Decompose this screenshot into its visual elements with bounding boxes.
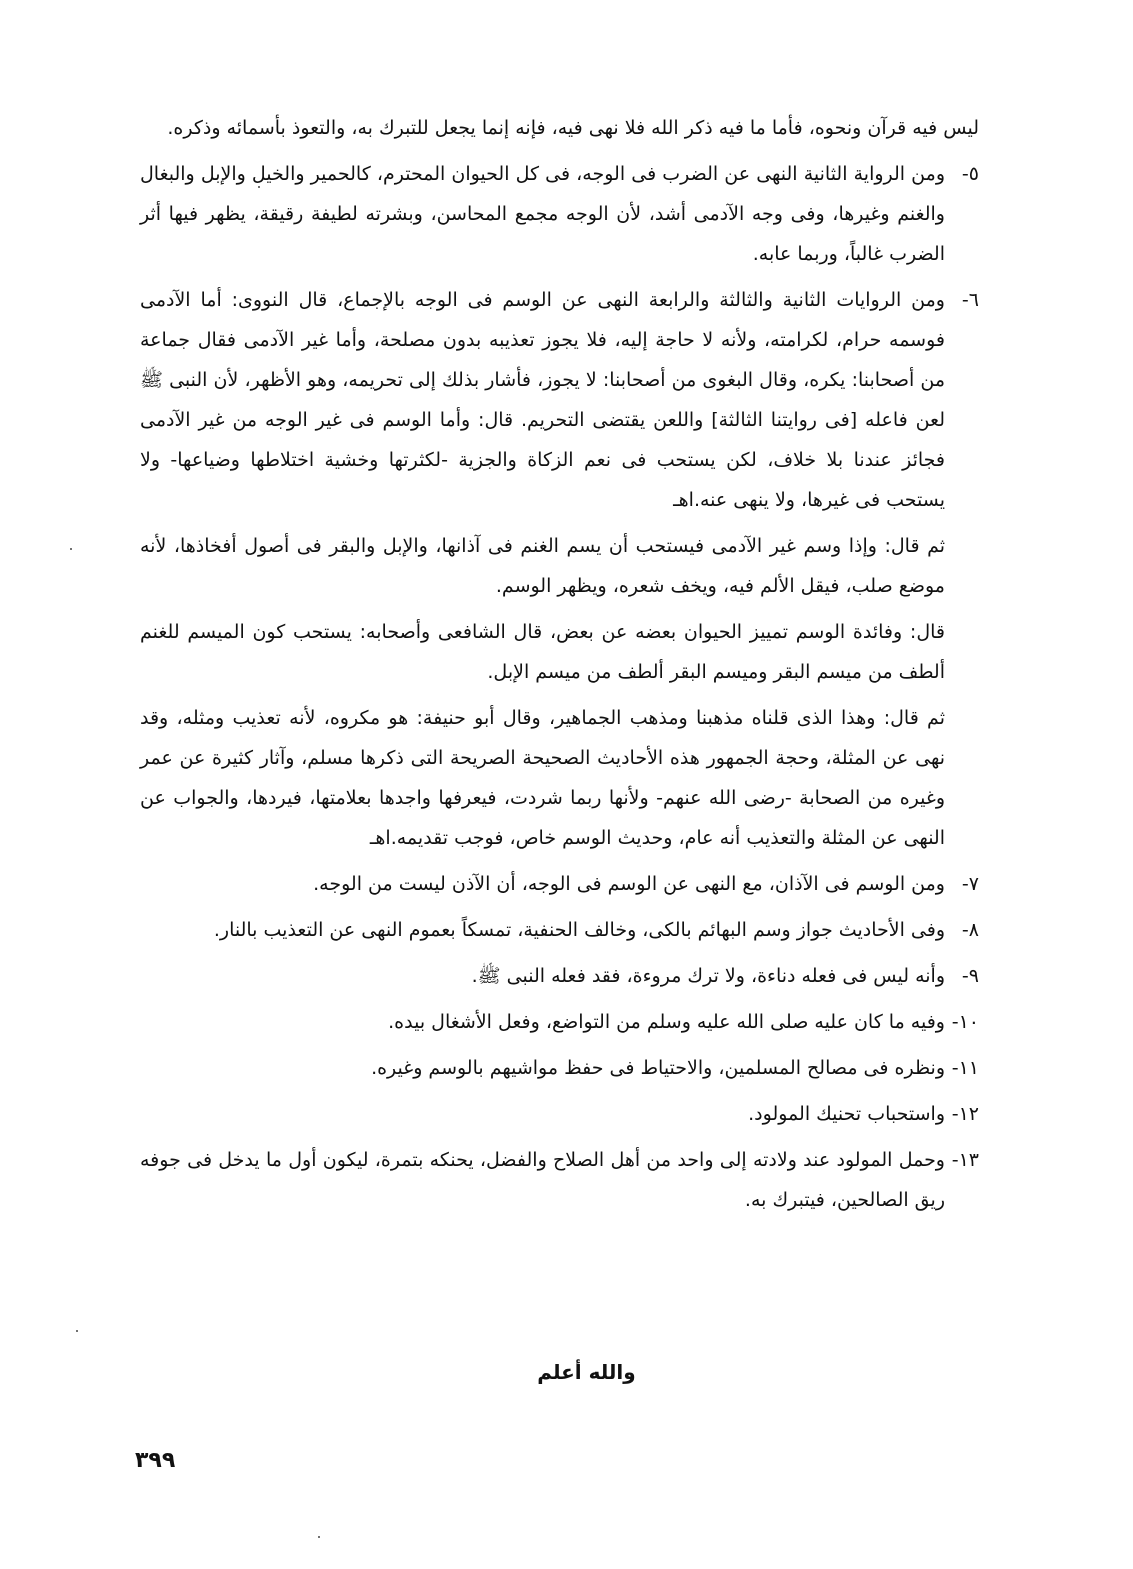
item-text: وفيه ما كان عليه صلى الله عليه وسلم من التواضع، وفعل الأشغال بيده. — [388, 1011, 945, 1033]
quote-paragraph-2: قال: وفائدة الوسم تمييز الحيوان بعضه عن بعض، قال الشافعى وأصحابه: يستحب كون الميسم للغنم ألطف من ميسم البقر وميسم البقر ألطف من ميسم الإبل. — [140, 621, 945, 683]
list-item-12 — [140, 1094, 979, 1134]
scan-speck — [258, 186, 260, 188]
list-item-11 — [140, 1048, 979, 1088]
list-item-7 — [140, 864, 979, 904]
scan-speck — [318, 1536, 320, 1538]
item-number: ١١- — [951, 1057, 979, 1079]
item-text: ونظره فى مصالح المسلمين، والاحتياط فى حفظ مواشيهم بالوسم وغيره. — [371, 1057, 945, 1079]
quote-paragraph-3: ثم قال: وهذا الذى قلناه مذهبنا ومذهب الجماهير، وقال أبو حنيفة: هو مكروه، لأنه تعذيب ومثله، وقد نهى عن المثلة، وحجة الجمهور هذه الأحاديث الصحيحة الصريحة التى ذكرها مسلم، وآثار كثيرة عن عمر وغيره من الصحابة -رضى الله عنهم- ولأنها ربما شردت، فيعرفها واجدها بعلامتها، فيردها، والجواب عن النهى عن المثلة والتعذيب أنه عام، وحديث الوسم خاص، فوجب تقديمه.اهـ — [140, 707, 945, 849]
item-text: وأنه ليس فى فعله دناءة، ولا ترك مروءة، فقد فعله النبى ﷺ. — [471, 965, 945, 987]
intro-paragraph: ليس فيه قرآن ونحوه، فأما ما فيه ذكر الله فلا نهى فيه، فإنه إنما يجعل للتبرك به، والتعوذ بأسمائه وذكره. — [167, 117, 979, 139]
list-item-5 — [140, 154, 979, 274]
item-text: وحمل المولود عند ولادته إلى واحد من أهل الصلاح والفضل، يحنكه بتمرة، ليكون أول ما يدخل فى جوفه ريق الصالحين، فيتبرك به. — [140, 1149, 945, 1211]
item-number: ٦- — [961, 289, 979, 311]
scan-speck — [70, 548, 72, 550]
scan-speck — [76, 1330, 78, 1332]
item-number: ١٠- — [951, 1011, 979, 1033]
item-number: ١٢- — [951, 1103, 979, 1125]
item-text: ومن الوسم فى الآذان، مع النهى عن الوسم فى الوجه، أن الآذن ليست من الوجه. — [313, 873, 945, 895]
quote-paragraph-1: ثم قال: وإذا وسم غير الآدمى فيستحب أن يسم الغنم فى آذانها، والإبل والبقر فى أصول أفخاذها، لأنه موضع صلب، فيقل الألم فيه، ويخف شعره، ويظهر الوسم. — [140, 535, 945, 597]
item-number: ١٣- — [951, 1149, 979, 1171]
item-text: ومن الرواية الثانية النهى عن الضرب فى الوجه، فى كل الحيوان المحترم، كالحمير والخيل والإبل والبغال والغنم وغيرها، وفى وجه الآدمى أشد، لأن الوجه مجمع المحاسن، وبشرته لطيفة رقيقة، يظهر فيها أثر الضرب غالباً، وربما عابه. — [140, 163, 945, 265]
item-text: ومن الروايات الثانية والثالثة والرابعة النهى عن الوسم فى الوجه بالإجماع، قال النووى: أما الآدمى فوسمه حرام، لكرامته، ولأنه لا حاجة إليه، فلا يجوز تعذيبه بدون مصلحة، وأما غير الآدمى فقال جماعة من أصحابنا: يكره، وقال البغوى من أصحابنا: لا يجوز، فأشار بذلك إلى تحريمه، وهو الأظهر، لأن النبى ﷺ لعن فاعله [فى روايتنا الثالثة] واللعن يقتضى التحريم. قال: وأما الوسم فى غير الوجه من غير الآدمى فجائز عندنا بلا خلاف، لكن يستحب فى نعم الزكاة والجزية -لكثرتها وخشية اختلاطها وضياعها- ولا يستحب فى غيرها، ولا ينهى عنه.اهـ — [140, 289, 945, 511]
item-number: ٩- — [961, 965, 979, 987]
item-number: ٧- — [961, 873, 979, 895]
list-item-8 — [140, 910, 979, 950]
list-item-6 — [140, 280, 979, 520]
item-number: ٥- — [961, 163, 979, 185]
body-text — [140, 108, 979, 1226]
list-item-9 — [140, 956, 979, 996]
item-number: ٨- — [961, 919, 979, 941]
page-number: ٣٩٩ — [135, 1448, 176, 1473]
list-item-10 — [140, 1002, 979, 1042]
list-item-13 — [140, 1140, 979, 1220]
item-text: واستحباب تحنيك المولود. — [748, 1103, 945, 1125]
closing-phrase: والله أعلم — [537, 1360, 636, 1384]
item-text: وفى الأحاديث جواز وسم البهائم بالكى، وخالف الحنفية، تمسكاً بعموم النهى عن التعذيب بالنار. — [213, 919, 945, 941]
